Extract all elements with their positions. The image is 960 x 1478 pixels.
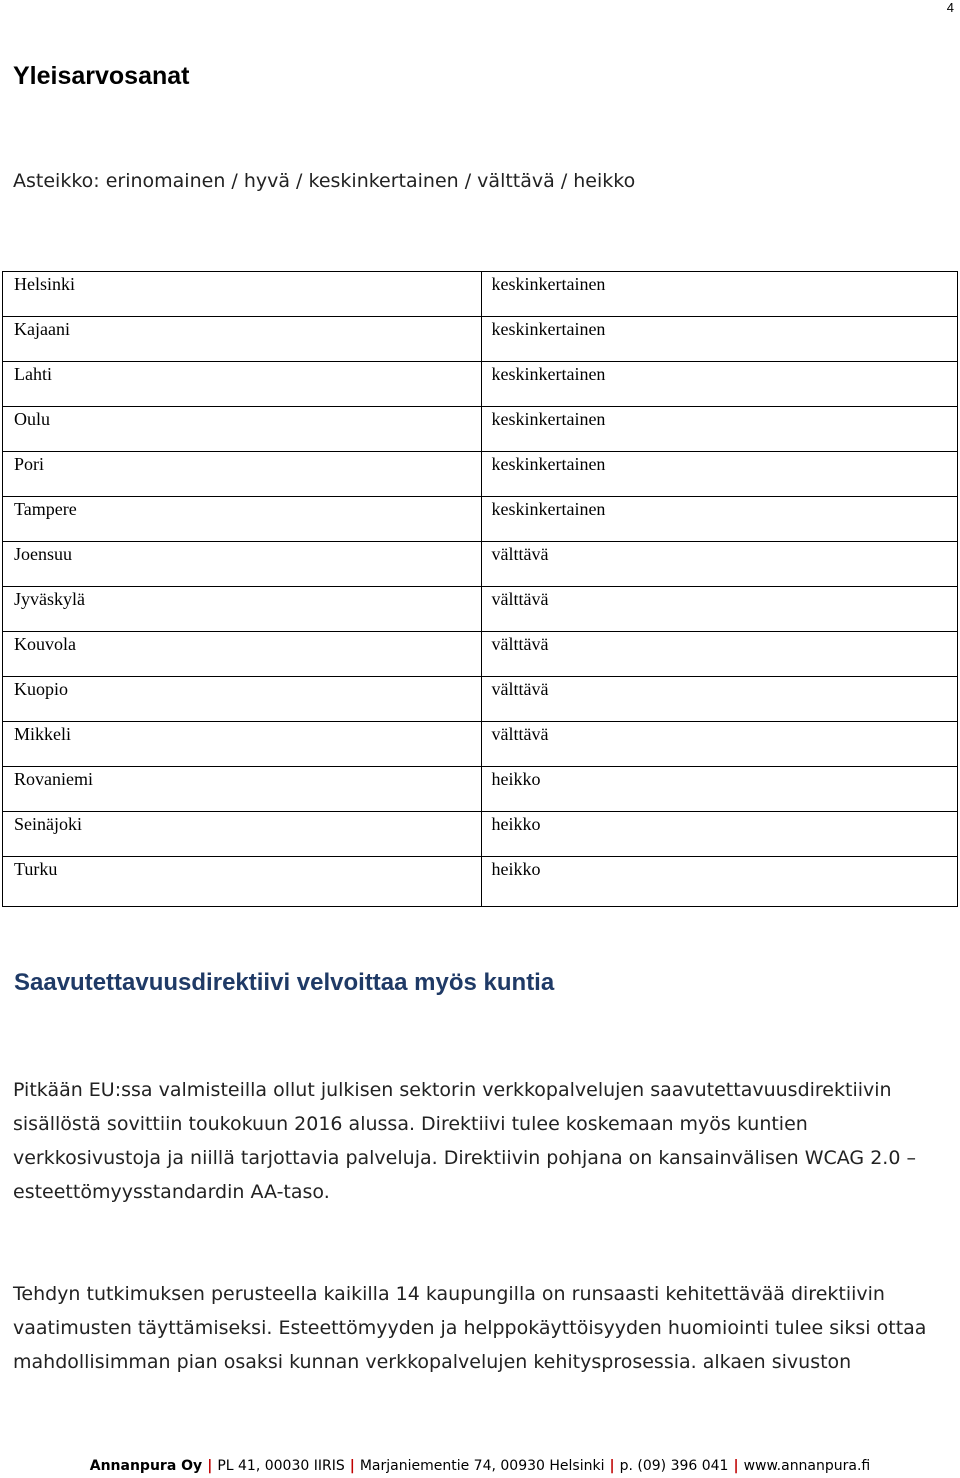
table-row — [3, 767, 958, 812]
city-cell: Mikkeli — [3, 722, 482, 767]
city-cell: Kuopio — [3, 677, 482, 722]
grade-cell: keskinkertainen — [482, 452, 958, 497]
table-row — [3, 812, 958, 857]
table-row — [3, 272, 958, 317]
footer-website: www.annanpura.fi — [743, 1458, 871, 1474]
footer-company: Annanpura Oy — [89, 1458, 203, 1474]
grade-cell: keskinkertainen — [482, 317, 958, 362]
footer-separator: | — [207, 1458, 213, 1474]
footer-separator: | — [349, 1458, 355, 1474]
table-row — [3, 407, 958, 452]
section-heading: Saavutettavuusdirektiivi velvoittaa myös kuntia — [14, 969, 555, 996]
grade-cell: keskinkertainen — [482, 272, 958, 317]
page-number: 4 — [946, 0, 954, 15]
paragraph-directive: Pitkään EU:ssa valmisteilla ollut julkisen sektorin verkkopalvelujen saavutettavuusdirektiivin sisällöstä sovittiin toukokuun 2016 alussa. Direktiivi tulee koskemaan myös kuntien verkkosivustoja ja niillä tarjottavia palveluja. Direktiivin pohjana on kansainvälisen WCAG 2.0 – esteettömyysstandardin AA-taso. — [13, 1079, 916, 1203]
footer-phone: p. (09) 396 041 — [619, 1458, 729, 1474]
table-row — [3, 317, 958, 362]
grade-cell: välttävä — [482, 632, 958, 677]
grade-cell: keskinkertainen — [482, 407, 958, 452]
table-row — [3, 587, 958, 632]
table-row — [3, 722, 958, 767]
grade-cell: keskinkertainen — [482, 362, 958, 407]
city-cell: Turku — [3, 857, 482, 907]
grade-cell: välttävä — [482, 677, 958, 722]
grade-cell: keskinkertainen — [482, 497, 958, 542]
page-footer — [0, 1458, 960, 1474]
footer-address: Marjaniementie 74, 00930 Helsinki — [359, 1458, 605, 1474]
footer-separator: | — [733, 1458, 739, 1474]
footer-po-box: PL 41, 00030 IIRIS — [217, 1458, 345, 1474]
table-row — [3, 632, 958, 677]
grade-cell: välttävä — [482, 587, 958, 632]
city-cell: Seinäjoki — [3, 812, 482, 857]
ratings-table-body — [3, 272, 958, 907]
table-row — [3, 857, 958, 907]
grade-cell: välttävä — [482, 722, 958, 767]
city-cell: Jyväskylä — [3, 587, 482, 632]
table-row — [3, 542, 958, 587]
grade-cell: heikko — [482, 767, 958, 812]
grade-cell: heikko — [482, 812, 958, 857]
city-cell: Kouvola — [3, 632, 482, 677]
table-row — [3, 452, 958, 497]
table-row — [3, 677, 958, 722]
city-cell: Helsinki — [3, 272, 482, 317]
rating-scale-text: Asteikko: erinomainen / hyvä / keskinkertainen / välttävä / heikko — [13, 170, 636, 192]
city-cell: Oulu — [3, 407, 482, 452]
city-cell: Joensuu — [3, 542, 482, 587]
city-cell: Lahti — [3, 362, 482, 407]
city-cell: Tampere — [3, 497, 482, 542]
ratings-table — [2, 271, 958, 907]
paragraph-research: Tehdyn tutkimuksen perusteella kaikilla 14 kaupungilla on runsaasti kehitettävää direktiivin vaatimusten täyttämiseksi. Esteettömyyden ja helppokäyttöisyyden huomiointi tulee siksi ottaa mahdollisimman pian osaksi kunnan verkkopalvelujen kehitysprosessia. alkaen sivuston — [13, 1283, 927, 1373]
city-cell: Rovaniemi — [3, 767, 482, 812]
table-row — [3, 497, 958, 542]
grade-cell: heikko — [482, 857, 958, 907]
city-cell: Pori — [3, 452, 482, 497]
grade-cell: välttävä — [482, 542, 958, 587]
footer-separator: | — [609, 1458, 615, 1474]
page-title: Yleisarvosanat — [13, 62, 190, 90]
city-cell: Kajaani — [3, 317, 482, 362]
table-row — [3, 362, 958, 407]
